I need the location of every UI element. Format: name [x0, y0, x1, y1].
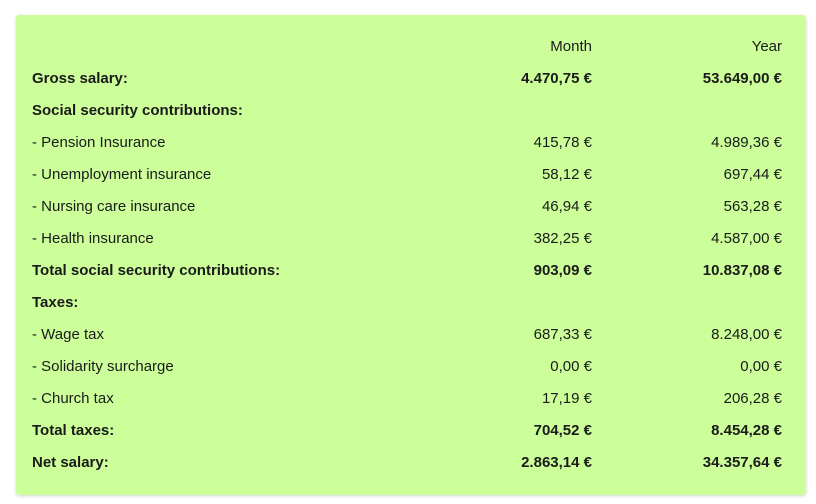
row-label: Gross salary:	[32, 69, 128, 87]
row-month-value	[442, 286, 592, 318]
row-label: Total taxes:	[32, 421, 115, 439]
table-row	[32, 414, 782, 446]
table-row	[32, 126, 782, 158]
row-year-value: 8.454,28 €	[711, 421, 782, 439]
table-row	[32, 286, 782, 318]
salary-summary-panel	[16, 15, 806, 495]
row-label: - Health insurance	[32, 229, 154, 247]
row-month-value: 415,78 €	[533, 133, 592, 151]
row-label: Social security contributions:	[32, 101, 243, 119]
row-year-value	[592, 286, 782, 318]
row-year-value: 10.837,08 €	[702, 261, 782, 279]
table-row	[32, 158, 782, 190]
table-row	[32, 62, 782, 94]
table-row	[32, 222, 782, 254]
row-year-value: 34.357,64 €	[702, 453, 782, 471]
row-year-value: 8.248,00 €	[711, 325, 782, 343]
row-label: Total social security contributions:	[32, 261, 281, 279]
salary-table	[32, 30, 782, 478]
row-year-value: 53.649,00 €	[702, 69, 782, 87]
table-header-row	[32, 30, 782, 62]
row-label: - Wage tax	[32, 325, 104, 343]
row-month-value: 0,00 €	[550, 357, 592, 375]
row-month-value: 2.863,14 €	[521, 453, 592, 471]
row-month-value: 4.470,75 €	[521, 69, 592, 87]
header-year: Year	[751, 37, 782, 55]
row-month-value: 903,09 €	[533, 261, 592, 279]
table-row	[32, 382, 782, 414]
row-label: Taxes:	[32, 293, 79, 311]
row-month-value: 58,12 €	[541, 165, 592, 183]
row-year-value: 4.587,00 €	[711, 229, 782, 247]
row-month-value: 46,94 €	[541, 197, 592, 215]
row-label: - Solidarity surcharge	[32, 357, 174, 375]
row-year-value: 4.989,36 €	[711, 133, 782, 151]
table-row	[32, 190, 782, 222]
table-row	[32, 350, 782, 382]
row-year-value	[592, 94, 782, 126]
row-label: - Church tax	[32, 389, 114, 407]
table-row	[32, 318, 782, 350]
row-year-value: 563,28 €	[723, 197, 782, 215]
row-label: - Pension Insurance	[32, 133, 166, 151]
header-label	[32, 30, 442, 62]
table-row	[32, 94, 782, 126]
table-row	[32, 254, 782, 286]
row-year-value: 697,44 €	[723, 165, 782, 183]
row-label: - Unemployment insurance	[32, 165, 212, 183]
table-row	[32, 446, 782, 478]
row-year-value: 0,00 €	[740, 357, 782, 375]
header-month: Month	[550, 37, 592, 55]
row-label: - Nursing care insurance	[32, 197, 196, 215]
row-month-value	[442, 94, 592, 126]
row-month-value: 382,25 €	[533, 229, 592, 247]
row-year-value: 206,28 €	[723, 389, 782, 407]
row-label: Net salary:	[32, 453, 109, 471]
row-month-value: 17,19 €	[541, 389, 592, 407]
row-month-value: 687,33 €	[533, 325, 592, 343]
row-month-value: 704,52 €	[533, 421, 592, 439]
